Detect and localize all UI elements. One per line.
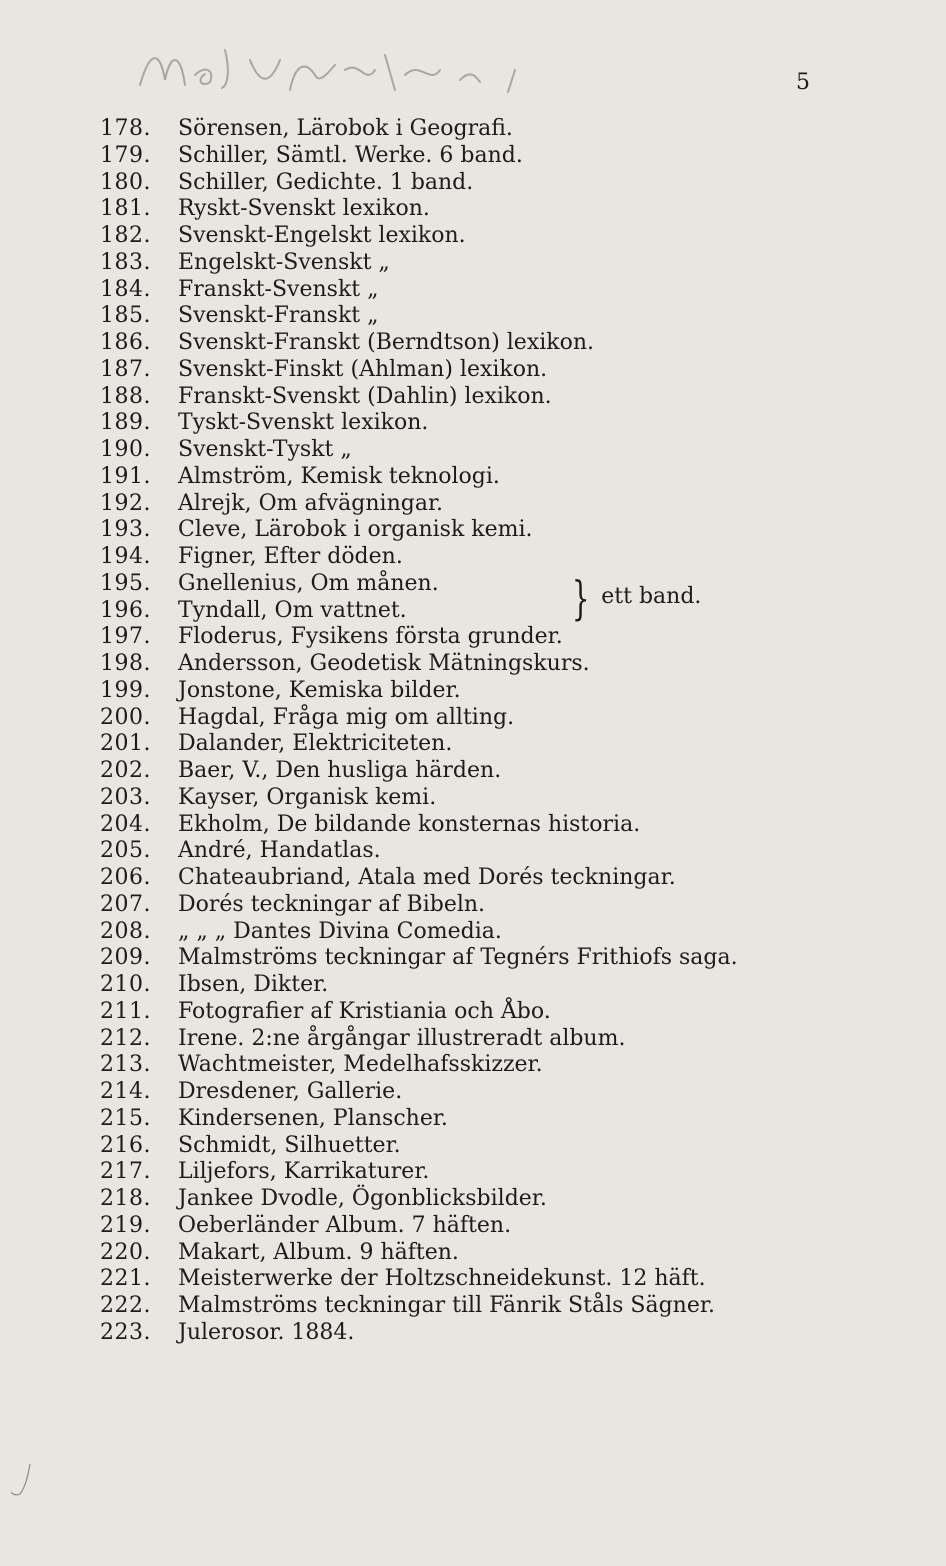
list-item (100, 731, 860, 758)
entry-number: 216. (100, 1132, 151, 1158)
entry-title: Hagdal, Fråga mig om allting. (178, 704, 515, 730)
entry-number: 219. (100, 1212, 151, 1238)
shared-volume-note (566, 571, 701, 625)
list-item (100, 1266, 860, 1293)
entry-title: Ibsen, Dikter. (178, 972, 329, 997)
list-item (100, 812, 860, 839)
entry-number: 195. (100, 570, 151, 596)
entry-number: 206. (100, 865, 151, 890)
list-item (100, 250, 860, 277)
list-item (100, 624, 860, 651)
entry-title: Svenskt-Franskt (Berndtson) lexikon. (178, 330, 595, 355)
entry-title: Jonstone, Kemiska bilder. (178, 677, 461, 703)
entry-title: Baer, V., Den husliga härden. (178, 758, 502, 783)
list-item (100, 1320, 860, 1347)
catalog-list (100, 116, 860, 1347)
entry-title: Jankee Dvodle, Ögonblicksbilder. (178, 1186, 547, 1211)
entry-number: 202. (100, 758, 151, 783)
entry-title: Dresdener, Gallerie. (178, 1079, 403, 1104)
entry-title: Makart, Album. 9 häften. (178, 1239, 459, 1265)
list-item (100, 945, 860, 972)
entry-title: Cleve, Lärobok i organisk kemi. (178, 517, 533, 543)
list-item (100, 1213, 860, 1240)
margin-mark (8, 1460, 38, 1500)
list-item (100, 678, 860, 705)
entry-title: Gnellenius, Om månen. (178, 570, 439, 596)
list-item (100, 1079, 860, 1106)
list-item (100, 865, 860, 892)
entry-number: 213. (100, 1052, 151, 1078)
entry-title: Schiller, Gedichte. 1 band. (178, 169, 474, 195)
entry-title: Alrejk, Om afvägningar. (178, 490, 444, 516)
entry-title: Floderus, Fysikens första grunder. (178, 624, 563, 650)
entry-title: Franskt-Svenskt (Dahlin) lexikon. (178, 383, 552, 409)
entry-number: 223. (100, 1319, 151, 1345)
entry-number: 183. (100, 249, 151, 275)
entry-title: André, Handatlas. (178, 838, 381, 864)
list-item (100, 758, 860, 785)
entry-number: 220. (100, 1239, 151, 1265)
entry-title: Svenskt-Franskt „ (178, 303, 379, 329)
entry-title: Engelskt-Svenskt „ (178, 249, 390, 275)
entry-number: 180. (100, 169, 151, 195)
entry-number: 222. (100, 1293, 151, 1318)
entry-title: Irene. 2:ne årgångar illustreradt album. (178, 1025, 626, 1051)
list-item (100, 143, 860, 170)
list-item (100, 544, 860, 571)
list-item (100, 303, 860, 330)
entry-number: 198. (100, 651, 151, 676)
list-item (100, 410, 860, 437)
list-item (100, 1026, 860, 1053)
entry-title: Schiller, Sämtl. Werke. 6 band. (178, 142, 523, 168)
entry-number: 181. (100, 196, 151, 222)
list-item (100, 223, 860, 250)
entry-number: 193. (100, 517, 151, 543)
handwritten-note (130, 30, 550, 100)
entry-number: 191. (100, 463, 151, 489)
entry-title: Kayser, Organisk kemi. (178, 784, 437, 810)
entry-title: Figner, Efter döden. (178, 544, 403, 569)
entry-number: 196. (100, 597, 151, 623)
entry-number: 184. (100, 276, 151, 302)
entry-title: Franskt-Svenskt „ (178, 276, 379, 302)
list-item (100, 838, 860, 865)
entry-number: 215. (100, 1105, 151, 1131)
entry-number: 178. (100, 116, 151, 141)
list-item (100, 972, 860, 999)
list-item (100, 919, 860, 946)
list-item (100, 1159, 860, 1186)
list-item (100, 999, 860, 1026)
list-item (100, 517, 860, 544)
list-item (100, 892, 860, 919)
entry-title: Malmströms teckningar af Tegnérs Frithiofs saga. (178, 945, 738, 971)
page-number: 5 (796, 70, 810, 95)
entry-number: 209. (100, 945, 151, 971)
list-item (100, 1052, 860, 1079)
entry-number: 200. (100, 704, 151, 730)
entry-number: 189. (100, 410, 151, 436)
list-item (100, 330, 860, 357)
entry-number: 182. (100, 223, 151, 248)
entry-title: „ „ „ Dantes Divina Comedia. (178, 918, 502, 944)
list-item (100, 785, 860, 812)
entry-title: Svenskt-Finskt (Ahlman) lexikon. (178, 356, 548, 382)
list-item (100, 196, 860, 223)
entry-number: 217. (100, 1159, 151, 1185)
entry-number: 190. (100, 437, 151, 462)
entry-title: Chateaubriand, Atala med Dorés teckningar. (178, 865, 676, 890)
list-item (100, 437, 860, 464)
entry-number: 221. (100, 1266, 151, 1292)
entry-number: 194. (100, 544, 151, 569)
entry-title: Fotografier af Kristiania och Åbo. (178, 998, 551, 1024)
entry-number: 204. (100, 811, 151, 837)
list-item (100, 1106, 860, 1133)
entry-number: 218. (100, 1186, 151, 1211)
entry-title: Julerosor. 1884. (178, 1319, 355, 1345)
entry-number: 205. (100, 838, 151, 864)
entry-number: 214. (100, 1079, 151, 1104)
entry-title: Svenskt-Engelskt lexikon. (178, 223, 466, 248)
entry-number: 203. (100, 784, 151, 810)
list-item (100, 384, 860, 411)
entry-title: Kindersenen, Planscher. (178, 1105, 448, 1131)
entry-title: Tyndall, Om vattnet. (178, 597, 407, 623)
entry-title: Andersson, Geodetisk Mätningskurs. (178, 651, 590, 676)
entry-number: 211. (100, 998, 151, 1024)
entry-title: Liljefors, Karrikaturer. (178, 1159, 430, 1185)
list-item (100, 1186, 860, 1213)
entry-number: 179. (100, 142, 151, 168)
entry-title: Wachtmeister, Medelhafsskizzer. (178, 1052, 543, 1078)
entry-number: 192. (100, 490, 151, 516)
brace-note-text: ett band. (601, 584, 702, 610)
list-item (100, 357, 860, 384)
entry-title: Tyskt-Svenskt lexikon. (178, 410, 429, 436)
entry-title: Almström, Kemisk teknologi. (178, 463, 500, 489)
list-item (100, 464, 860, 491)
list-item (100, 491, 860, 518)
entry-title: Meisterwerke der Holtzschneidekunst. 12 häft. (178, 1266, 706, 1292)
list-item (100, 170, 860, 197)
list-item (100, 277, 860, 304)
list-item (100, 651, 860, 678)
entry-number: 207. (100, 891, 151, 917)
entry-title: Sörensen, Lärobok i Geografi. (178, 116, 513, 141)
entry-title: Svenskt-Tyskt „ (178, 437, 352, 462)
entry-number: 208. (100, 918, 151, 944)
entry-number: 185. (100, 303, 151, 329)
list-item (100, 598, 860, 625)
list-item (100, 1240, 860, 1267)
entry-number: 188. (100, 383, 151, 409)
entry-title: Dalander, Elektriciteten. (178, 731, 453, 757)
entry-title: Oeberländer Album. 7 häften. (178, 1212, 512, 1238)
entry-number: 186. (100, 330, 151, 355)
entry-number: 187. (100, 356, 151, 382)
entry-title: Malmströms teckningar till Fänrik Ståls Sägner. (178, 1293, 715, 1318)
entry-title: Dorés teckningar af Bibeln. (178, 891, 486, 917)
list-item (100, 705, 860, 732)
list-item (100, 116, 860, 143)
entry-number: 210. (100, 972, 151, 997)
entry-title: Ekholm, De bildande konsternas historia. (178, 811, 641, 837)
entry-number: 199. (100, 677, 151, 703)
entry-number: 201. (100, 731, 151, 757)
list-item (100, 1293, 860, 1320)
entry-number: 212. (100, 1025, 151, 1051)
entry-title: Schmidt, Silhuetter. (178, 1132, 401, 1158)
list-item (100, 1133, 860, 1160)
entry-title: Ryskt-Svenskt lexikon. (178, 196, 430, 222)
entry-number: 197. (100, 624, 151, 650)
brace-icon: } (571, 570, 590, 625)
